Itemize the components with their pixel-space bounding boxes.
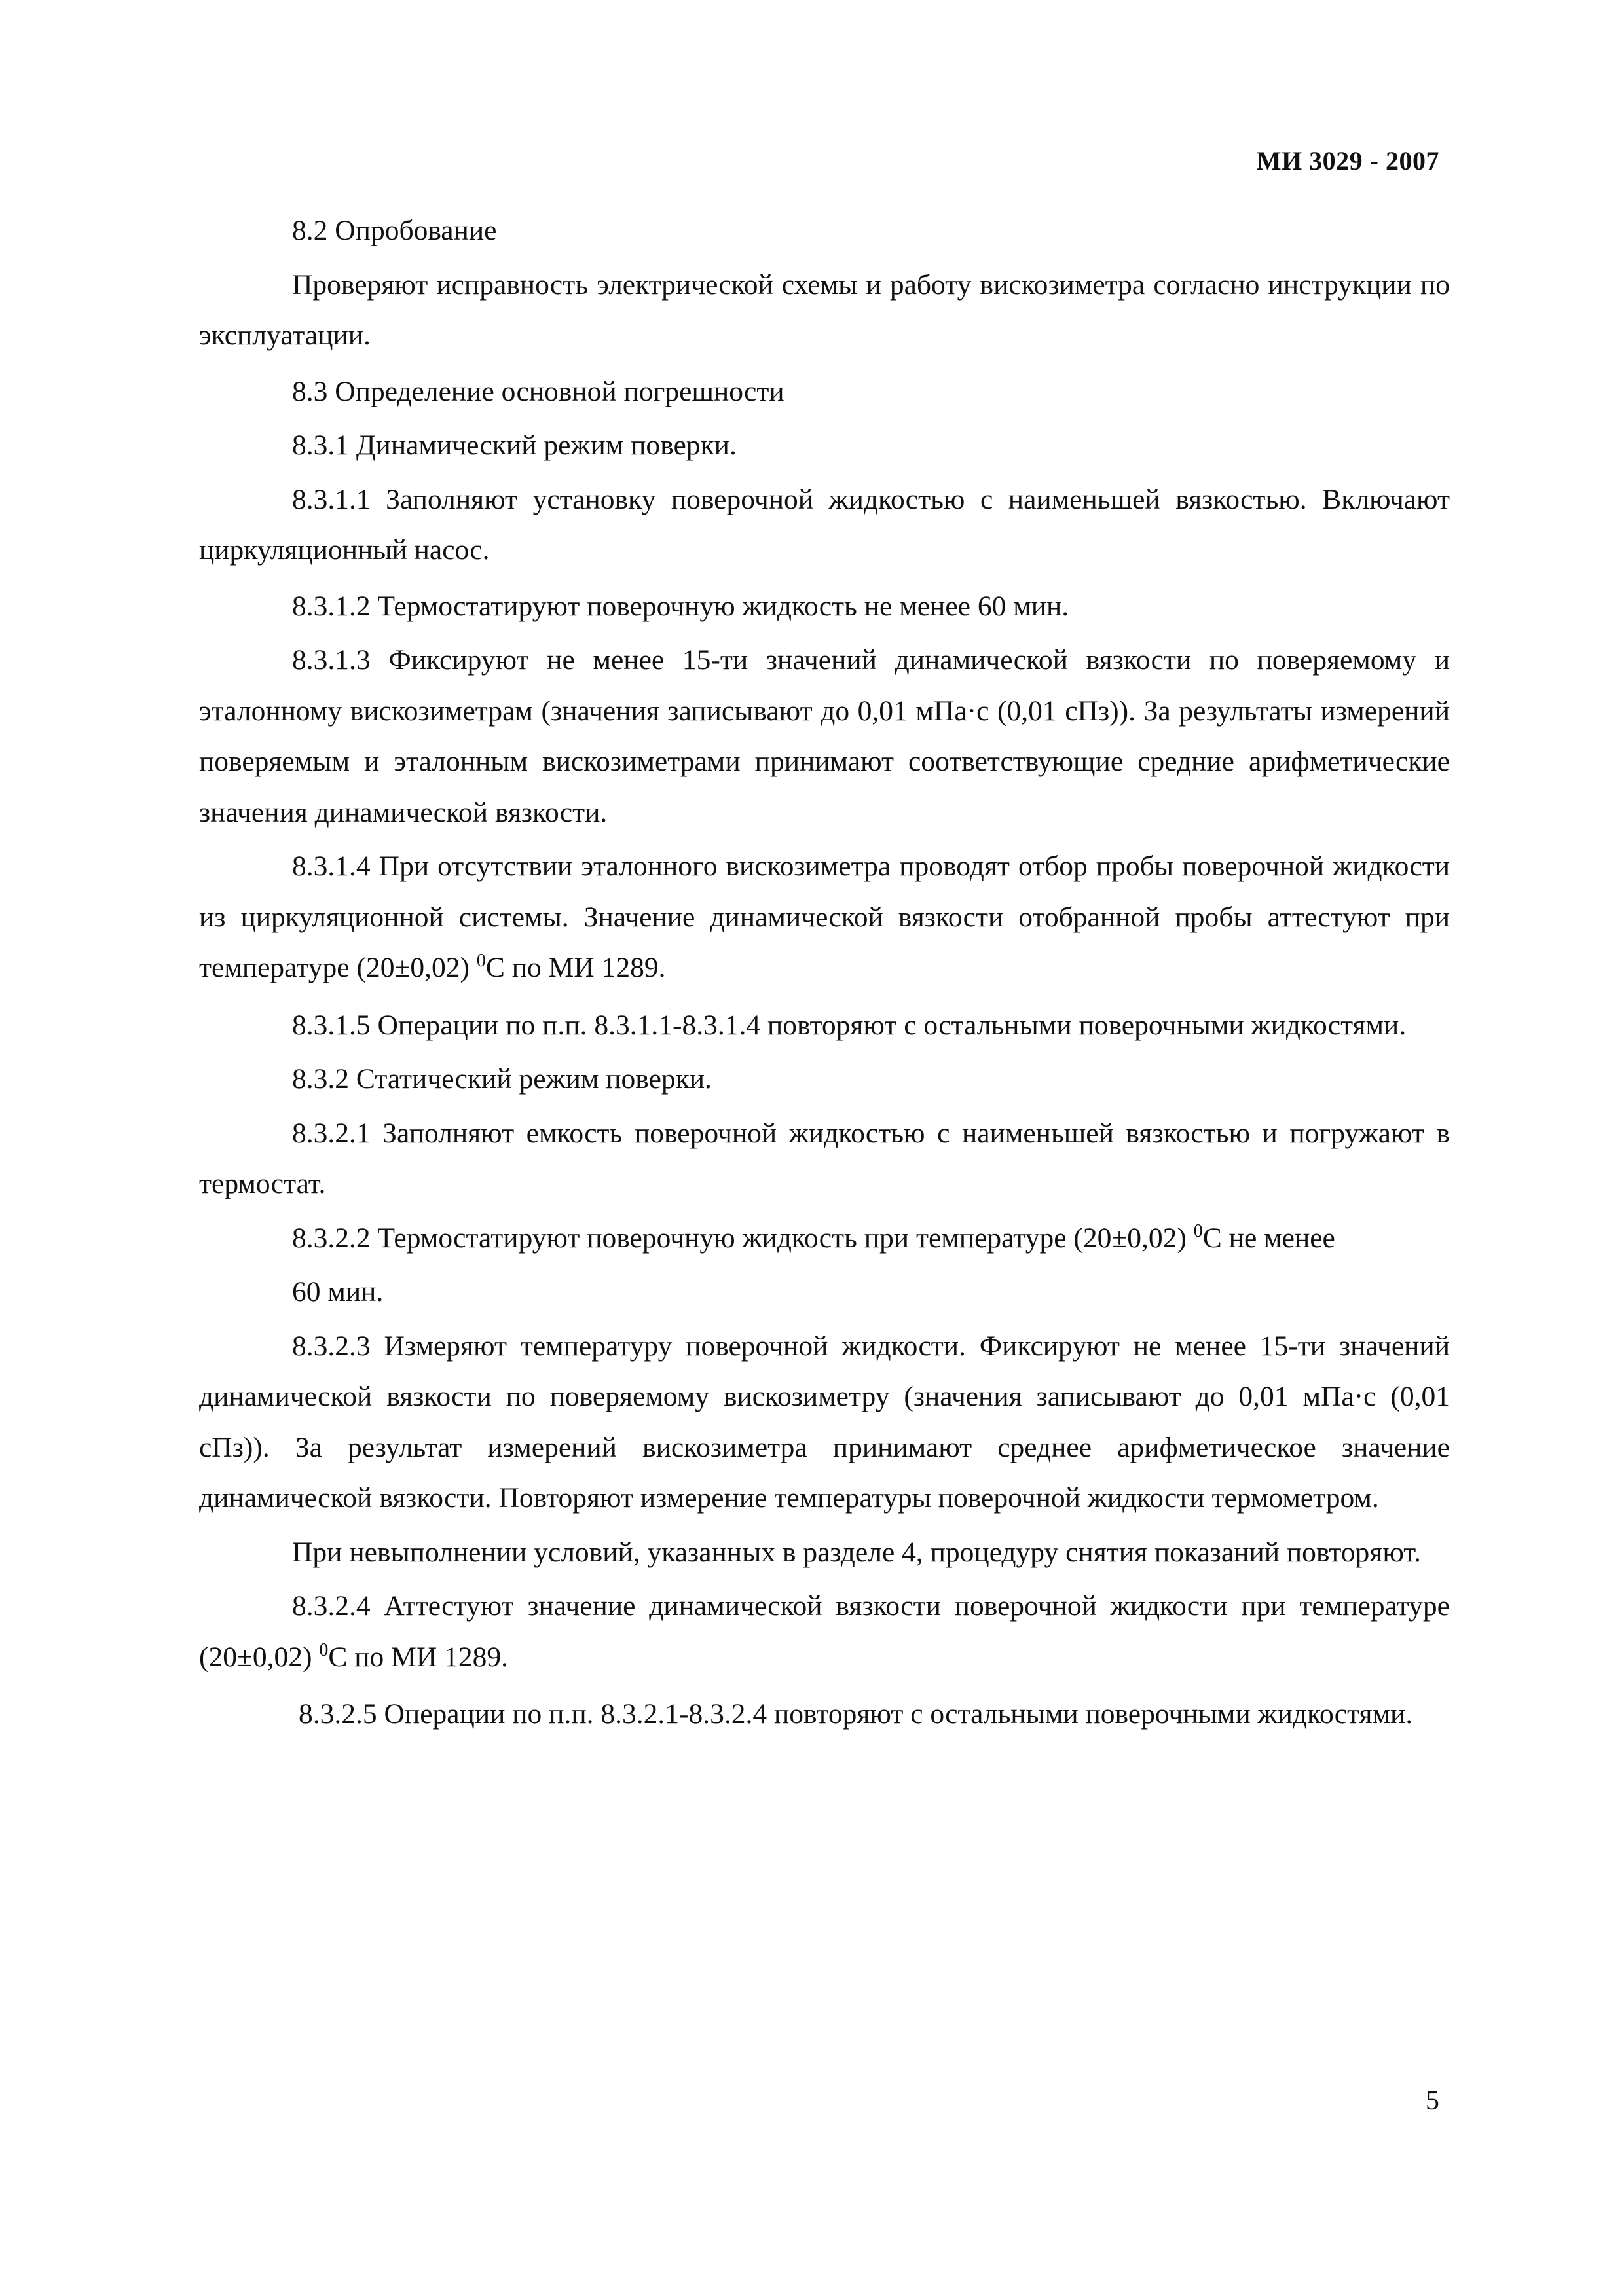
paragraph-8-3-2-4-tail: С по МИ 1289. [328, 1641, 508, 1673]
paragraph-8-3-2-2 [199, 1213, 1450, 1267]
paragraph-testing: Проверяют исправность электрической схемы и работу вискозиметра согласно инструкции по эксплуатации. [199, 268, 1450, 351]
paragraph-8-3-2-2-text: 8.3.2.2 Термостатируют поверочную жидкость при температуре (20±0,02) [292, 1222, 1194, 1254]
section-8-3-heading: 8.3 Определение основной погрешности [292, 375, 784, 407]
paragraph-8-3-1-4-text: 8.3.1.4 При отсутствии эталонного вискозиметра проводят отбор пробы поверочной жидкости из циркуляционной системы. Значение динамической вязкости отобранной пробы аттестуют при температуре (20±0,02) [199, 850, 1450, 983]
section-8-2-heading: 8.2 Опробование [292, 215, 497, 246]
degree-superscript: 0 [1193, 1220, 1203, 1241]
degree-superscript: 0 [319, 1639, 329, 1660]
paragraph-8-3-1-2: 8.3.1.2 Термостатируют поверочную жидкость не менее 60 мин. [292, 590, 1069, 622]
paragraph-8-3-1-4 [199, 841, 1450, 997]
section-8-3-1-heading: 8.3.1 Динамический режим поверки. [292, 429, 737, 461]
document-code: МИ 3029 - 2007 [1256, 146, 1439, 175]
section-8-3-2-heading: 8.3.2 Статический режим поверки. [292, 1063, 712, 1095]
document-body [199, 206, 1450, 1740]
paragraph-8-3-1-5: 8.3.1.5 Операции по п.п. 8.3.1.1-8.3.1.4 повторяют с остальными поверочными жидкостями. [292, 1009, 1407, 1041]
paragraph-8-3-1-4-tail: С по МИ 1289. [485, 952, 666, 983]
degree-superscript: 0 [476, 951, 486, 971]
paragraph-8-3-2-4-text: 8.3.2.4 Аттестуют значение динамической вязкости поверочной жидкости при температуре (20±0,02) [199, 1590, 1450, 1673]
paragraph-8-3-1-1: 8.3.1.1 Заполняют установку поверочной жидкостью с наименьшей вязкостью. Включают циркуляционный насос. [199, 483, 1450, 566]
paragraph-8-3-2-2-continuation: 60 мин. [292, 1276, 384, 1307]
paragraph-repeat-condition: При невыполнении условий, указанных в разделе 4, процедуру снятия показаний повторяют. [292, 1536, 1421, 1568]
paragraph-8-3-2-2-tail: С не менее [1202, 1222, 1335, 1254]
paragraph-8-3-1-3: 8.3.1.3 Фиксируют не менее 15-ти значений динамической вязкости по поверяемому и эталонному вискозиметрам (значения записывают до 0,01 мПа·с (0,01 сПз)). За результаты измерений поверяемым и эталонным вискозиметрами принимают соответствующие средние арифметические значения динамической вязкости. [199, 644, 1450, 828]
paragraph-8-3-2-3: 8.3.2.3 Измеряют температуру поверочной жидкости. Фиксируют не менее 15-ти значений динамической вязкости по поверяемому вискозиметру (значения записывают до 0,01 мПа·с (0,01 сПз)). За результат измерений вискозиметра принимают среднее арифметическое значение динамической вязкости. Повторяют измерение температуры поверочной жидкости термометром. [199, 1330, 1450, 1514]
paragraph-8-3-2-1: 8.3.2.1 Заполняют емкость поверочной жидкостью с наименьшей вязкостью и погружают в термостат. [199, 1117, 1450, 1199]
paragraph-8-3-2-4 [199, 1581, 1450, 1686]
paragraph-8-3-2-5: 8.3.2.5 Операции по п.п. 8.3.2.1-8.3.2.4 повторяют с остальными поверочными жидкостями. [299, 1698, 1413, 1730]
page-number: 5 [1426, 2086, 1439, 2116]
